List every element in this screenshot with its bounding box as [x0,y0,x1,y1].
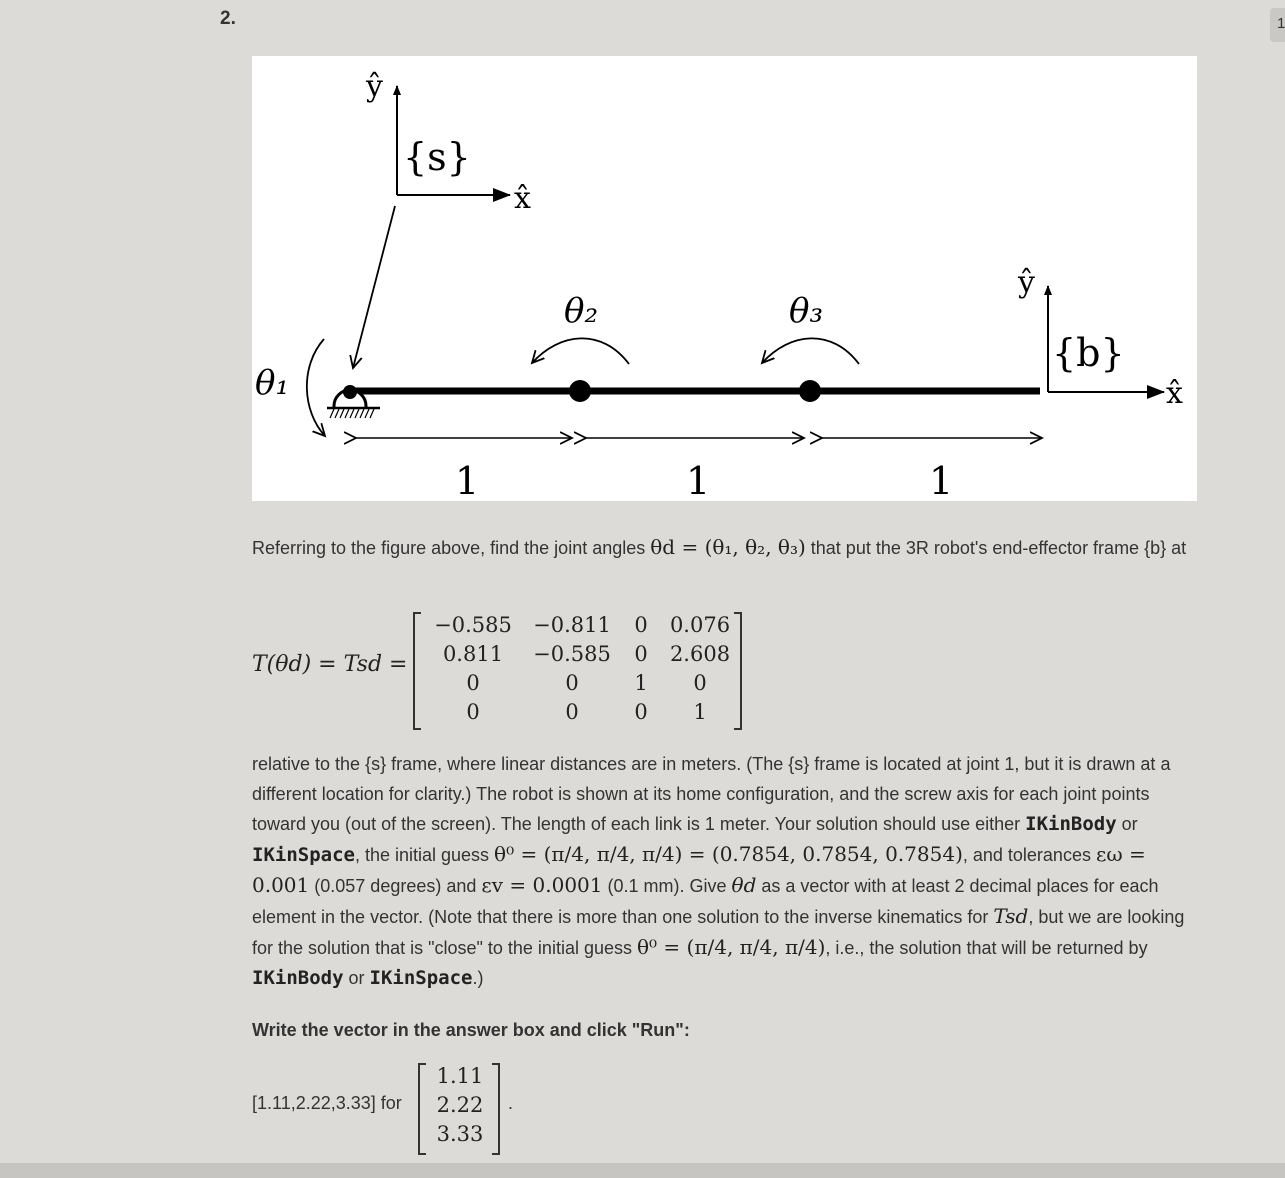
description-paragraph [252,749,1194,993]
tsd-cell: 0.811 [442,642,504,666]
tsd-cell: 1 [634,671,648,695]
joint-3 [799,380,821,402]
tsd-cell: 0 [693,671,707,695]
theta-d-math: θd [731,873,757,897]
tsd-math: Tsd [993,904,1029,928]
b-x-hat-label: x̂ [1166,376,1183,411]
tsd-cell: 0 [634,642,648,666]
desc-or-2: or [343,968,370,988]
tsd-cell: 0.076 [669,613,731,637]
example-vector [432,1062,488,1149]
initial-guess-math: θ⁰ = (π/4, π/4, π/4) = (0.7854, 0.7854, 0.7854) [494,842,963,866]
s-frame-label: {s} [403,135,471,179]
tolerance-v-note: (0.1 mm). Give [602,876,732,896]
tsd-cell: −0.585 [533,642,611,666]
desc-text-2: as a vector with at least 2 decimal places for each element in the vector. (Note that there is more than one solution to the inverse kinematics for [252,876,1159,927]
tsd-cell: 0 [565,700,579,724]
link3-length-label: 1 [929,459,954,501]
intro-paragraph [252,532,1194,563]
desc-text-1: relative to the {s} frame, where linear distances are in meters. (The {s} frame is located at joint 1, but it is drawn at a different location for clarity.) The robot is shown at its home configuration, and the screw axis for each joint points toward you (out of the screen). The length of each link is 1 meter. Your solution should use either [252,754,1171,834]
s-frame [353,69,531,368]
example-vector-cell: 2.22 [436,1093,484,1117]
robot-diagram [252,56,1197,501]
tolerance-v: εv = 0.0001 [481,873,603,897]
tsd-cell: −0.585 [434,613,512,637]
intro-text-2: that put the 3R robot's end-effector frame {b} at [805,538,1187,558]
example-vector-cell: 3.33 [436,1122,484,1146]
theta1-rotation-arrow [307,339,325,436]
intro-text-1: Referring to the figure above, find the joint angles [252,538,651,558]
theta3-label: θ₃ [789,291,824,331]
example-vector-cell: 1.11 [436,1064,484,1088]
tsd-matrix [428,611,744,727]
example-prefix: [1.11,2.22,3.33] for [252,1093,402,1113]
fn-ikinbody-2: IKinBody [252,967,344,989]
desc-text-4: , i.e., the solution that will be returned by [825,938,1148,958]
instruction-text: Write the vector in the answer box and click "Run": [252,1020,690,1040]
tsd-cell: 0 [466,700,480,724]
tsd-cell: 1 [693,700,707,724]
intro-math: θd = (θ₁, θ₂, θ₃) [650,535,806,559]
tsd-cell: −0.811 [533,613,611,637]
desc-text-3: , but we are looking for the solution that is "close" to the initial guess [252,907,1185,958]
s-y-hat-label: ŷ [366,69,383,104]
example-left-bracket [418,1063,426,1155]
horizontal-scrollbar[interactable] [0,1163,1285,1178]
tsd-cell: 0 [634,700,648,724]
tsd-cell: 0 [466,671,480,695]
b-y-hat-label: ŷ [1018,265,1035,300]
tsd-cell: 2.608 [669,642,731,666]
example-suffix: . [508,1093,514,1113]
tsd-cell: 0 [565,671,579,695]
link1-length-label: 1 [455,459,480,501]
s-to-joint1-arrow [353,206,395,368]
desc-text-5: .) [472,968,484,988]
joint-2 [569,380,591,402]
fn-ikinspace-2: IKinSpace [369,967,473,989]
theta2-label: θ₂ [564,291,599,331]
page-tab[interactable]: 1 [1270,8,1285,42]
fn-ikinspace: IKinSpace [252,844,355,866]
fn-ikinbody: IKinBody [1025,813,1117,835]
tsd-cell: 0 [634,613,648,637]
initial-guess-math-2: θ⁰ = (π/4, π/4, π/4) [637,935,826,959]
example-format [252,1061,552,1155]
tolerance-omega-note: (0.057 degrees) and [309,876,482,896]
example-right-bracket [492,1063,500,1155]
s-x-hat-label: x̂ [514,181,531,216]
tsd-label: T(θd) = Tsd = [252,652,408,677]
tolerance-omega: εω = 0.001 [252,842,1146,897]
theta3-rotation-arrow [762,338,859,364]
desc-or-1: or [1116,814,1138,834]
theta2-rotation-arrow [532,338,629,364]
desc-and: , and tolerances [962,845,1096,865]
tsd-left-bracket [413,612,421,730]
desc-guess-text: , the initial guess [354,845,495,865]
theta1-label: θ₁ [255,363,290,403]
question-number: 2. [220,8,236,29]
robot-figure [252,56,1197,501]
link2-length-label: 1 [686,459,711,501]
b-frame-label: {b} [1052,331,1125,375]
tsd-right-bracket [734,612,742,730]
b-frame [1017,265,1183,411]
